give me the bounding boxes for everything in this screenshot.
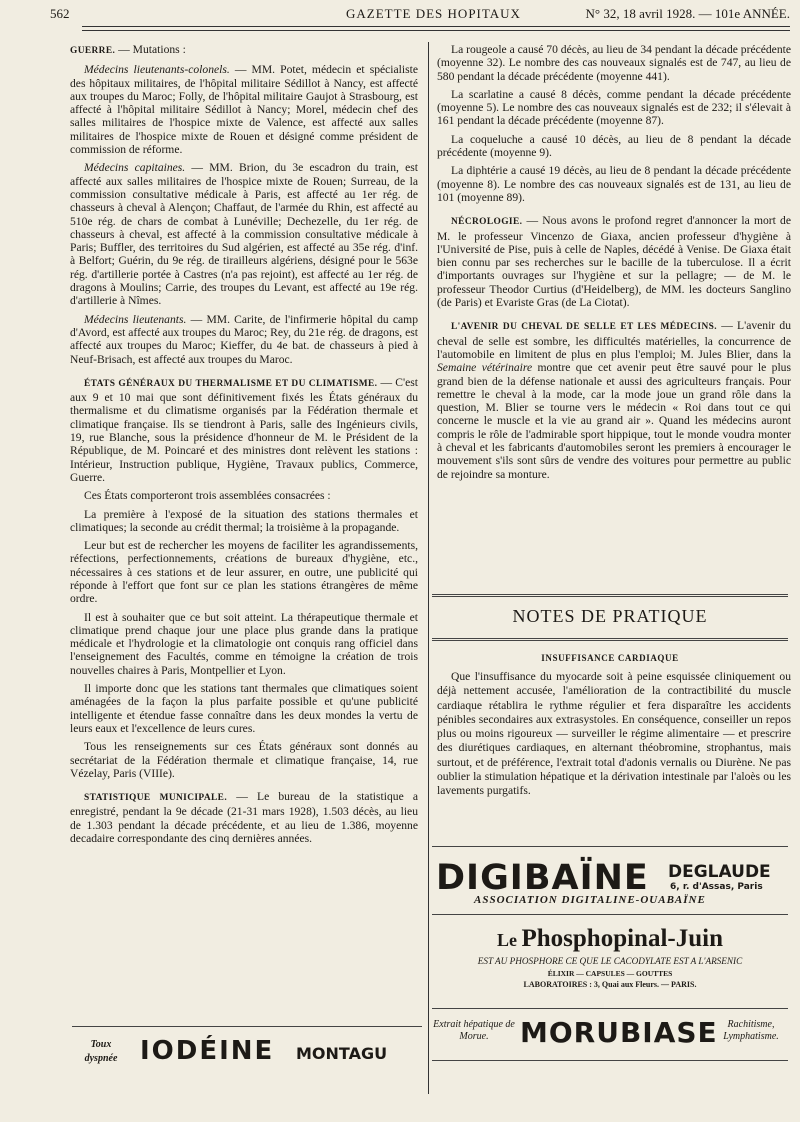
section-subheading: — Mutations : [115,43,186,56]
paragraph [70,313,418,366]
iodeine-ad [76,1036,422,1076]
page-header [50,6,790,22]
digibaine-maker: DEGLAUDE [668,862,771,882]
iodeine-indications [76,1038,126,1066]
paragraph: La diphtérie a causé 19 décès, au lieu de 8 pendant la décade précédente (moyenne 8). Le nombre des cas nouveaux signalés est de 131, au lieu de 101 (moyenne 89). [437,164,791,204]
iodeine-maker: MONTAGU [296,1044,388,1063]
paragraph: La première à l'exposé de la situation des stations thermales et climatiques; la seconde au crédit thermal; la troisième à la propagande. [70,507,418,534]
paragraph: Que l'insuffisance du myocarde soit à peine esquissée cliniquement ou déjà nettement accusée, l'amélioration de la contractibilité du muscle cardiaque rétablira le rythme régulier et fera disparaître les accidents pénibles secondaires aux extrasystoles. En conséquence, conseiller un repos plus ou moins rigoureux — surveiller le régime alimentaire — et prescrire des diurétiques cardiaques, en alternant théobromine, strophantus, mais surtout, et de préférence, l'extrait total d'adonis vernalis ou Diurène. Ne pas oublier la stimulation hépatique et la dérivation intestinale par l'aloès ou les lavements purgatifs. [437,670,791,798]
phosphopinal-title [432,924,788,955]
morubiase-right: Rachitisme, Lymphatisme. [723,1019,779,1042]
paragraph: Tous les renseignements sur ces États généraux sont donnés au secrétariat de la Fédération thermale et climatique française, 14, rue Vézelay, Paris (VIIIe). [70,740,418,780]
header-rule-2 [82,30,790,31]
rank-label: Médecins lieutenants-colonels. [84,63,230,77]
paragraph-text: — MM. Brion, du 3e escadron du train, est affecté aux salles militaires de l'hospice mixte de Rouen; Surreau, de la commission consultative médicale à Paris, est affecté au 1er rég. de chasseurs à cheval à Alençon; Chaffaut, de l'armée du Rhin, est affecté au 510e rég. de chars de combat à Lunéville; Dechezelle, du 1er rég. de chasseurs à cheval, est affecté à la commission consultative médicale à Paris; Buffler, des territoires du Sud algérien, est affecté au 35e rég. d'inf. à Belfort; Guérin, du 9e rég. de tirailleurs algériens, désigné pour le 563e rég. d'artillerie portée à Castres (n'a pas rejoint), est affecté au 1er rég. de dragons à Moulins; Carrie, des troupes du Levant, est affecté au 19e rég. d'artillerie à Nîmes. [70,161,418,308]
digibaine-slogan: ASSOCIATION DIGITALINE-OUABAÏNE [474,894,706,906]
insuffisance-heading: INSUFFISANCE CARDIAQUE [541,653,679,663]
notes-title: NOTES DE PRATIQUE [512,606,708,626]
paragraph: Leur but est de rechercher les moyens de faciliter les agrandissements, réfections, perfectionnements, créations de bureaux d'hygiène, etc., nécessaires à ces stations et de leur assurer, en outre, une publicité qui réponde à l'effort que font sur ce plan les stations étrangères de même ordre. [70,539,418,606]
paragraph-text: — C'est aux 9 et 10 mai que sont définitivement fixés les États généraux du thermalisme et du climatisme organisés par la Fédération thermale et climatique française. Ils se tiendront à Paris, salle des Ingénieurs civils, 19, rue Blanche, sous la présidence d'honneur de M. le Président de la République, de M. Poincaré et des ministres dont relèvent les stations : Intérieur, Instruction publique, Hygiène, Travaux publics, Commerce, Guerre. [70,375,419,484]
ad-rule [72,1026,422,1027]
paragraph: La rougeole a causé 70 décès, au lieu de 34 pendant la décade précédente (moyenne 32). Le nombre des cas nouveaux signalés est de 747, au lieu de 580 pendant la décade précédente (moyenne 441). [437,43,791,83]
paragraph-text: — Le bureau de la statistique a enregistré, pendant la 9e décade (21-31 mars 1928), 1.503 décès, au lieu de 1.303 pendant la décade précédente, et au lieu de 1.386, moyenne decadaire correspondante des cinq dernières années. [70,790,419,846]
paragraph: Il importe donc que les stations tant thermales que climatiques soient aménagées de la façon la plus parfaite possible et qu'une publicité intelligente et étendue fasse connaître dans les deux mondes la vertu de leurs eaux et l'excellence de leurs cures. [70,682,418,735]
paragraph: La scarlatine a causé 8 décès, comme pendant la décade précédente (moyenne 5). Le nombre des cas nouveaux signalés est de 232; il s'élevait à 161 pendant la décade précédente (moyenne 87). [437,87,791,128]
phosphopinal-ad [432,924,788,1002]
paragraph: Ces États comporteront trois assemblées consacrées : [84,489,331,503]
header-rule [82,26,790,27]
phosphopinal-brand: Phosphopinal-Juin [521,925,723,952]
ad-rule [432,914,788,915]
section-heading: NÉCROLOGIE. [451,217,523,228]
section-heading: GUERRE. [70,46,116,56]
paragraph: La coqueluche a causé 10 décès, au lieu de 8 pendant la décade précédente (moyenne 9). [437,132,791,160]
ad-rule [432,846,788,847]
paragraph-text: — MM. Carite, de l'infirmerie hôpital du camp d'Avord, est affecté aux troupes du Maroc; Rey, du 21e rég. de dragons, est affecté aux troupes du Maroc; Kieffer, du 4e bat. de chasseurs à pied à Neuf-Brisach, est affecté aux troupes du Maroc. [70,312,418,366]
iodeine-indication: Toux [90,1039,112,1050]
page-number: 562 [50,6,70,21]
paragraph [70,161,418,307]
morubiase-brand: MORUBIASE [520,1016,718,1049]
paragraph-text: — Nous avons le profond regret d'annoncer la mort de M. le professeur Vincenzo de Giaxa, ancien professeur d'hygiène à l'Université de Pise, puis à celle de Naples, décédé à Venise. De Giaxa était bien connu par ses recherches sur le bacille de la tuberculose. Il a écrit d'importants ouvrages sur l'hygiène et sur la pellagre; — de M. le professeur Theodor Curtius (d'Heidelberg), de MM. les docteurs Sanglino (de Paris) et Evariste Gras (de La Ciotat). [437,214,791,310]
section-rule [432,638,788,641]
necrologie-item [437,214,791,309]
section-heading: L'AVENIR DU CHEVAL DE SELLE ET LES MÉDECINS. [451,322,717,333]
rank-label: Médecins lieutenants. [84,312,187,326]
phosphopinal-slogan: EST AU PHOSPHORE CE QUE LE CACODYLATE EST A L'ARSENIC [477,956,743,966]
digibaine-ad [432,858,788,908]
paragraph-text: montre que cet avenir peut être sauvé pour le plus grand bien de la défense nationale et aussi des agriculteurs français. Pour remettre le cheval à la mode, car la mode joue un grand rôle dans la question, M. Blier se tourne vers le médecin « Roi dans tout ce qui concerne le muscle et la vie au grand air ». Quand les médecins auront compris le rôle de l'admirable sport hippique, tout le monde voudra monter à cheval et les fabricants d'automobiles seront les premiers à encourager le mouvement s'ils sont sûrs de vendre des voitures pour permettre au public de rejoindre sa monture. [437,361,791,481]
digibaine-brand: DIGIBAÏNE [436,858,649,898]
section-heading: STATISTIQUE MUNICIPALE. [84,793,228,804]
etats-item [70,376,418,484]
phosphopinal-article: Le [497,930,522,950]
paragraph: Il est à souhaiter que ce but soit atteint. La thérapeutique thermale et climatique prend chaque jour une place plus grande dans la pratique médicale et l'hydrologie et la climatologie ont conquis rang officiel dans l'enseignement des Facultés, comme en témoigne la création de trois nouvelles chaires à Paris, Montpellier et Lyon. [70,610,418,677]
column-divider [428,42,429,1094]
journal-name: Semaine vétérinaire [437,361,533,375]
paragraph-text: — MM. Potet, médecin et spécialiste des hôpitaux militaires, de l'hôpital militaire Sédillot à Nancy, est affecté aux troupes du Maroc; Folly, de l'hôpital militaire Gaujot à Strasbourg, est affecté à l'hôpital militaire Sédillot à Nancy; Morel, médecin chef des salles militaires de l'hospice mixte de Valence, est affecté aux salles militaires de l'hospice mixte de Rouen et désigné comme président de commission de réforme. [70,63,418,157]
ad-rule [432,1008,788,1009]
rank-label: Médecins capitaines. [84,161,186,175]
right-column [437,43,791,486]
section-heading: ÉTATS GÉNÉRAUX DU THERMALISME ET DU CLIMATISME. [84,378,378,389]
ad-rule [432,1060,788,1061]
morubiase-left: Extrait hépatique de Morue. [433,1019,515,1042]
left-column [70,43,418,850]
section-rule [432,594,788,597]
issue-info: N° 32, 18 avril 1928. — 101e ANNÉE. [585,6,790,21]
iodeine-brand: IODÉINE [140,1036,275,1066]
insuffisance-text [437,670,791,804]
iodeine-indication: dyspnée [84,1053,118,1064]
phosphopinal-forms: ÉLIXIR — CAPSULES — GOUTTES [547,969,673,978]
journal-title: GAZETTE DES HOPITAUX [346,6,521,21]
phosphopinal-lab: LABORATOIRES : 3, Quai aux Fleurs. — PARIS. [523,980,697,989]
guerre-item [70,43,418,58]
paragraph [70,63,418,156]
cheval-item [437,319,791,481]
morubiase-ad [432,1016,788,1056]
paragraph-text: — L'avenir du cheval de selle est sombre, les difficultés matérielles, la concurrence de l'automobile en limitent de plus en plus l'emploi; M. Jules Blier, dans la [437,319,791,361]
digibaine-address: 6, r. d'Assas, Paris [670,882,763,892]
stat-item [70,790,418,845]
